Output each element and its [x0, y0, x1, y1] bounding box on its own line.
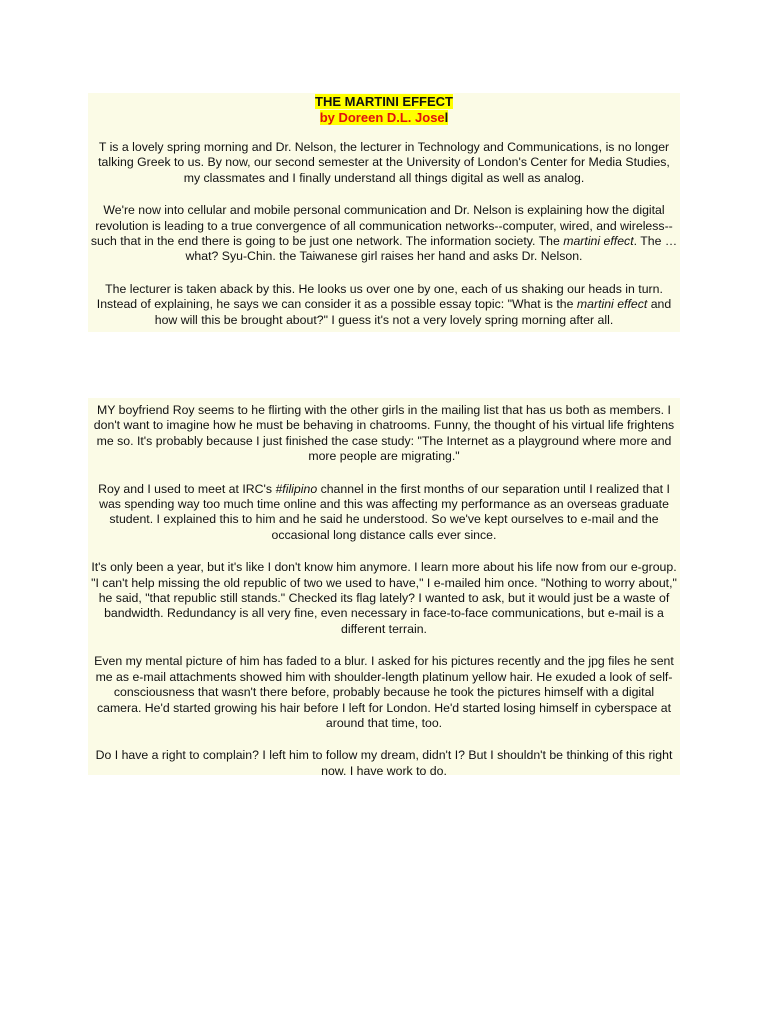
paragraph-7: Even my mental picture of him has faded to a blur. I asked for his pictures recently and the jpg files he sent me as e-mail attachments showed him with shoulder-length platinum yellow hair. He exuded a look of self-consciousness that wasn't there before, probably because he took the pictures himself with a digital camera. He'd started growing his hair before I left for London. He'd started losing himself in cyberspace at around that time, too. — [94, 654, 674, 730]
paragraph-8: Do I have a right to complain? I left him to follow my dream, didn't I? But I shouldn't be thinking of this right now. I have work to do. — [95, 748, 673, 778]
paragraph-6: It's only been a year, but it's like I don't know him anymore. I learn more about his life now from our e-group. "I can't help missing the old republic of two we used to have," I e-mailed him once. "Nothing to worry about," he said, "that republic still stands." Checked its flag lately? I wanted to ask, but it would just be a waste of bandwidth. Redundancy is all very fine, even necessary in face-to-face communications, but e-mail is a different terrain. — [91, 560, 677, 636]
paragraph-1: T is a lovely spring morning and Dr. Nelson, the lecturer in Technology and Communications, is no longer talking Greek to us. By now, our second semester at the University of London's Center for Media Studies, my classmates and I finally understand all things digital as well as analog. — [98, 140, 670, 185]
paragraph-3-text-b: and how will this be brought about?" I guess it's not a very lovely spring morning after all. — [154, 297, 672, 327]
paragraph-5 — [88, 482, 680, 544]
paragraph-2 — [88, 203, 680, 265]
byline-main: by Doreen D.L. Jose — [319, 110, 445, 125]
paragraph-2-emphasis: martini effect — [563, 234, 634, 249]
paragraph-3 — [88, 282, 680, 328]
paragraph-4: MY boyfriend Roy seems to he flirting with the other girls in the mailing list that has us both as members. I don't want to imagine how he must be behaving in chatrooms. Funny, the thought of his virtual life frightens me so. It's probably because I just finished the case study: "The Internet as a playground where more and more people are migrating." — [93, 403, 675, 464]
paragraph-5-text-b: channel in the first months of our separation until I realized that I was spending way too much time online and this was affecting my performance as an overseas graduate student. I explained this to him and he said he understood. So we've kept ourselves to e-mail and the occasional long distance calls ever since. — [99, 481, 670, 542]
paragraph-2-text-a: We're now into cellular and mobile personal communication and Dr. Nelson is explaining how the digital revolution is leading to a true convergence of all communication networks--computer, wired, and wireless--such that in the end there is going to be just one network. The information society. The — [90, 203, 673, 249]
paragraph-5-emphasis: #filipino — [275, 481, 318, 496]
article-byline — [320, 110, 449, 125]
paragraph-3-emphasis: martini effect — [576, 297, 648, 312]
article-section-1 — [88, 93, 680, 332]
paragraph-2-text-b: . The … what? Syu-Chin. the Taiwanese girl raises her hand and asks Dr. Nelson. — [185, 234, 678, 264]
byline-last-letter: l — [444, 110, 449, 125]
article-header — [88, 93, 680, 126]
article-title: THE MARTINI EFFECT — [315, 94, 453, 109]
paragraph-3-text-a: The lecturer is taken aback by this. He looks us over one by one, each of us shaking our heads in turn. Instead of explaining, he says we can consider it as a possible essay topic: "What is the — [96, 281, 663, 312]
article-section-2 — [88, 398, 680, 778]
paragraph-5-text-a: Roy and I used to meet at IRC's — [98, 481, 276, 496]
